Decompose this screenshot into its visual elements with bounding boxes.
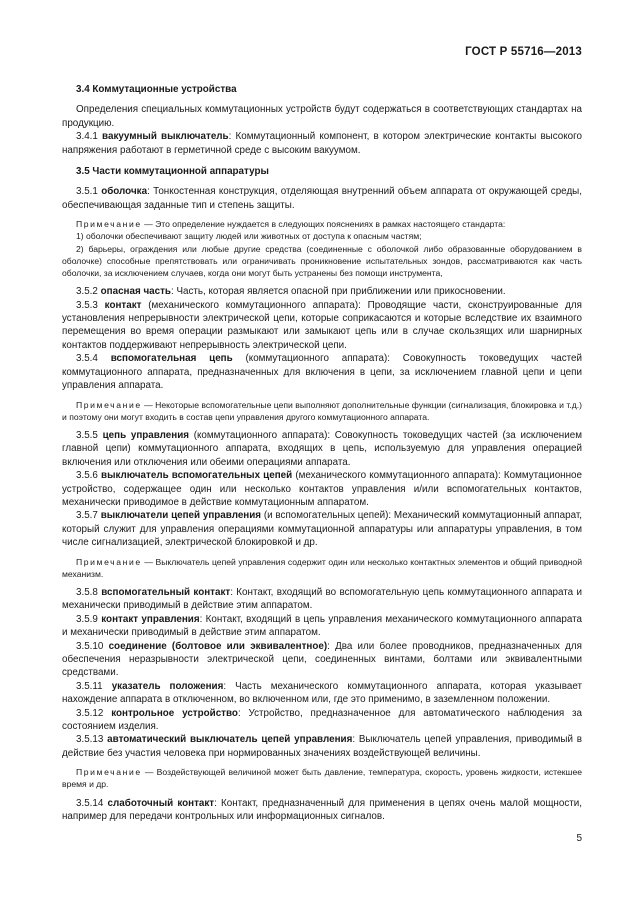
definition-3-5-11 bbox=[62, 680, 582, 707]
note-1 bbox=[62, 218, 582, 279]
term: автоматический выключатель цепей управления bbox=[107, 734, 353, 746]
term: указатель положения bbox=[111, 680, 224, 692]
term: соединение (болтовое или эквивалентное) bbox=[108, 640, 328, 652]
term: выключатель вспомогательных цепей bbox=[101, 470, 293, 482]
term: цепь управления bbox=[102, 429, 190, 441]
note-2 bbox=[62, 399, 582, 423]
term: выключатели цепей управления bbox=[100, 510, 262, 522]
note-label: Примечание bbox=[76, 767, 142, 778]
definition-3-5-7 bbox=[62, 509, 582, 549]
term: контакт управления bbox=[101, 613, 200, 625]
term: слаботочный контакт bbox=[107, 797, 215, 809]
clause-number: 3.5.1 bbox=[76, 186, 102, 198]
definition-3-5-6 bbox=[62, 469, 582, 509]
document-body bbox=[62, 80, 582, 823]
definition-text: : Коммутационный компонент, в котором электрические контакты высокого напряжения работают в герметичной среде с высоким вакуумом. bbox=[62, 131, 582, 156]
page-number: 5 bbox=[576, 833, 582, 844]
definition-text: : Два или более проводников, предназначенных для обеспечения неразрывности электрической цепи, соединенных винтами, болтами или эквивалентными средствами. bbox=[62, 640, 582, 679]
section-heading-3-5: 3.5 Части коммутационной аппаратуры bbox=[76, 166, 269, 178]
definition-text: : Контакт, предназначенный для применения в цепях очень малой мощности, например для передачи контрольных или информационных сигналов. bbox=[62, 797, 582, 823]
term: вакуумный выключатель bbox=[102, 131, 229, 143]
term: вспомогательная цепь bbox=[110, 353, 233, 365]
definition-3-5-5 bbox=[62, 429, 582, 469]
note-label: Примечание bbox=[76, 219, 142, 230]
section-heading-3-4: 3.4 Коммутационные устройства bbox=[76, 84, 237, 95]
clause-number: 3.5.12 bbox=[76, 707, 112, 719]
note-3 bbox=[62, 556, 582, 580]
note-label: Примечание bbox=[76, 556, 142, 567]
definition-3-5-13 bbox=[62, 733, 582, 760]
clause-number: 3.5.4 bbox=[76, 353, 111, 365]
section-3-4-intro: Определения специальных коммутационных устройств будут содержаться в соответствующих стандартах на продукцию. bbox=[62, 104, 582, 129]
term: контакт bbox=[104, 299, 142, 311]
note-text: — Некоторые вспомогательные цепи выполняют дополнительные функции (сигнализация, блокировка и т.д.) и поэтому они могут входить в состав цепи управления другого коммутационного аппарата. bbox=[62, 399, 582, 422]
definition-3-5-8 bbox=[62, 586, 582, 613]
clause-number: 3.5.9 bbox=[76, 613, 102, 625]
definition-text: (коммутационного аппарата): Совокупность токоведущих частей (за исключением главной цепи) коммутационного аппарата, входящих в цепь, используемую для управления операцией включения или отключения или обеими операциями аппарата. bbox=[62, 429, 582, 468]
clause-number: 3.5.8 bbox=[76, 586, 102, 598]
definition-text: : Контакт, входящий в цепь управления механического коммутационного аппарата и механически приводимый в действие этим аппаратом. bbox=[62, 613, 582, 639]
definition-3-5-14 bbox=[62, 797, 582, 824]
term: контрольное устройство bbox=[111, 707, 238, 719]
note-text: — Воздействующей величиной может быть давление, температура, скорость, уровень жидкости, истекшее время и др. bbox=[62, 767, 582, 790]
definition-text: (механического коммутационного аппарата): Коммутационное устройство, содержащее один или несколько контактов управления и/или вспомогательных контактов, механически приводимое в действие коммутационным аппаратом. bbox=[62, 470, 582, 508]
clause-number: 3.5.2 bbox=[76, 286, 101, 298]
clause-number: 3.5.11 bbox=[76, 680, 112, 692]
clause-number: 3.5.3 bbox=[76, 299, 105, 311]
note-text: — Это определение нуждается в следующих пояснениях в рамках настоящего стандарта: bbox=[141, 219, 506, 230]
term: опасная часть bbox=[100, 286, 171, 298]
clause-number: 3.5.13 bbox=[76, 734, 108, 746]
clause-number: 3.5.6 bbox=[76, 470, 102, 482]
note-label: Примечание bbox=[76, 399, 142, 410]
note-1-item-2: 2) барьеры, ограждения или любые другие средства (соединенные с оболочкой либо образованные оборудованием в оболочке) способные препятствовать или ограничивать проникновение испытательных зондов, рассматриваются как часть оболочки, за исключением случаев, когда они могут быть устранены без помощи инструмента, bbox=[62, 243, 582, 279]
clause-number: 3.5.7 bbox=[76, 510, 101, 522]
note-4 bbox=[62, 766, 582, 790]
clause-number: 3.4.1 bbox=[76, 131, 103, 143]
definition-3-5-4 bbox=[62, 352, 582, 392]
definition-text: : Выключатель цепей управления, приводимый в действие без участия человека при нормированных значениях воздействующей величины. bbox=[62, 734, 583, 759]
definition-3-5-10 bbox=[62, 640, 582, 680]
definition-text: (и вспомогательных цепей): Механический коммутационный аппарат, который служит для управления операциями коммутационной аппаратуры или аппаратуры управления, в том числе сигнализацией, электрической блокировкой и др. bbox=[62, 510, 582, 549]
definition-text: : Часть, которая является опасной при приближении или прикосновении. bbox=[170, 286, 506, 298]
definition-text: (коммутационного аппарата): Совокупность токоведущих частей коммутационного аппарата, предназначенных для включения в цепи, за исключением главной цепи и цепи управления аппарата. bbox=[62, 353, 582, 392]
note-1-item-1: 1) оболочки обеспечивают защиту людей или животных от доступа к опасным частям; bbox=[76, 231, 422, 242]
definition-text: : Тонкостенная конструкция, отделяющая внутренний объем аппарата от окружающей среды, обеспечивающая заданные тип и степень защиты. bbox=[62, 186, 582, 211]
definition-3-5-2 bbox=[62, 285, 582, 298]
definition-3-5-12 bbox=[62, 707, 582, 734]
definition-3-5-9 bbox=[62, 613, 582, 640]
definition-3-4-1 bbox=[62, 130, 582, 157]
term: оболочка bbox=[101, 186, 148, 198]
clause-number: 3.5.10 bbox=[76, 640, 109, 652]
definition-text: : Часть механического коммутационного аппарата, которая указывает нахождение аппарата в отключенном, во включенном или, где это применимо, в заземленном положении. bbox=[62, 680, 583, 706]
clause-number: 3.5.5 bbox=[76, 429, 103, 441]
definition-3-5-1 bbox=[62, 185, 582, 212]
definition-text: (механического коммутационного аппарата): Проводящие части, сконструированные для установления непрерывности электрической цепи, которые соприкасаются и которые вследствие их взаимного перемещения во время операции размыкают или замыкают цепь или в случае скользящих или шарнирных контактов поддерживают непрерывность электрической цепи. bbox=[62, 299, 582, 351]
definition-text: : Контакт, входящий во вспомогательную цепь коммутационного аппарата и механически приводимый в действие этим аппаратом. bbox=[62, 586, 582, 612]
clause-number: 3.5.14 bbox=[76, 797, 108, 809]
term: вспомогательный контакт bbox=[101, 586, 231, 598]
definition-3-5-3 bbox=[62, 299, 582, 353]
note-text: — Выключатель цепей управления содержит один или несколько контактных элементов и общий приводной механизм. bbox=[62, 556, 582, 579]
document-id-header: ГОСТ Р 55716—2013 bbox=[465, 46, 582, 58]
definition-text: : Устройство, предназначенное для автоматического наблюдения за состоянием изделия. bbox=[62, 707, 582, 733]
